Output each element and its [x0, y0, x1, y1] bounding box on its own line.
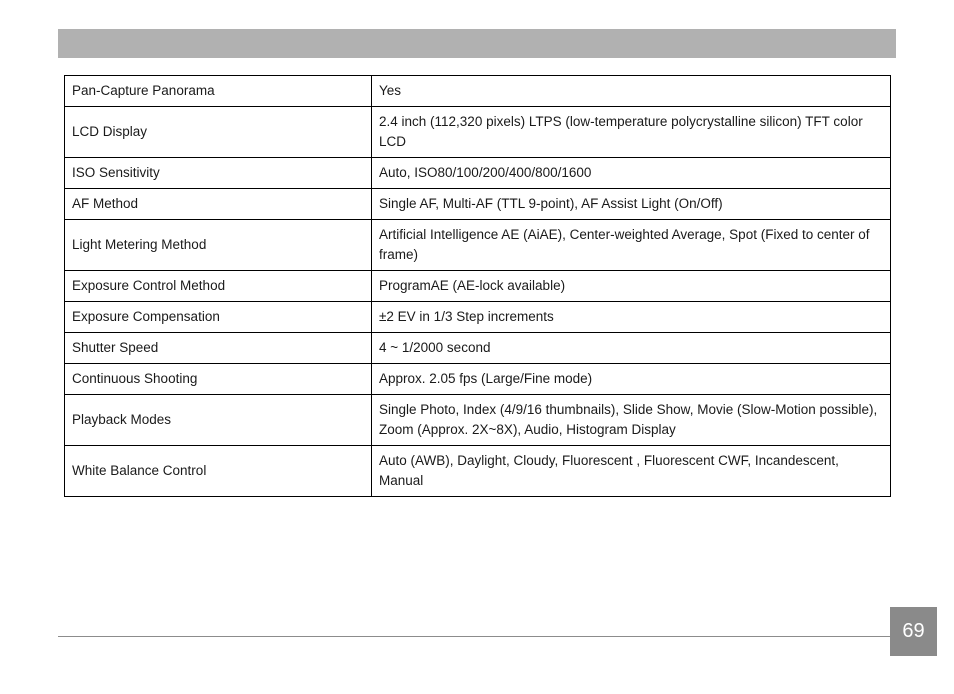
spec-label: Exposure Control Method	[65, 271, 372, 302]
footer-divider	[58, 636, 890, 637]
spec-value: Approx. 2.05 fps (Large/Fine mode)	[372, 364, 891, 395]
spec-label: AF Method	[65, 189, 372, 220]
spec-label: Shutter Speed	[65, 333, 372, 364]
spec-label: Playback Modes	[65, 395, 372, 446]
spec-value: ProgramAE (AE-lock available)	[372, 271, 891, 302]
spec-value: 4 ~ 1/2000 second	[372, 333, 891, 364]
spec-label: Exposure Compensation	[65, 302, 372, 333]
table-row	[65, 395, 891, 446]
spec-label: ISO Sensitivity	[65, 158, 372, 189]
table-row	[65, 271, 891, 302]
spec-value: Single AF, Multi-AF (TTL 9-point), AF Assist Light (On/Off)	[372, 189, 891, 220]
table-row	[65, 107, 891, 158]
table-row	[65, 189, 891, 220]
spec-value: Artificial Intelligence AE (AiAE), Center-weighted Average, Spot (Fixed to center of frame)	[372, 220, 891, 271]
spec-value: Auto, ISO80/100/200/400/800/1600	[372, 158, 891, 189]
table-row	[65, 302, 891, 333]
spec-label: Light Metering Method	[65, 220, 372, 271]
spec-value: ±2 EV in 1/3 Step increments	[372, 302, 891, 333]
page-number: 69	[890, 607, 937, 656]
table-row	[65, 446, 891, 497]
spec-value: Auto (AWB), Daylight, Cloudy, Fluorescent , Fluorescent CWF, Incandescent, Manual	[372, 446, 891, 497]
spec-value: Single Photo, Index (4/9/16 thumbnails), Slide Show, Movie (Slow-Motion possible), Zoom (Approx. 2X~8X), Audio, Histogram Display	[372, 395, 891, 446]
table-row	[65, 158, 891, 189]
spec-label: White Balance Control	[65, 446, 372, 497]
table-row	[65, 220, 891, 271]
spec-label: Pan-Capture Panorama	[65, 76, 372, 107]
table-row	[65, 333, 891, 364]
spec-value: 2.4 inch (112,320 pixels) LTPS (low-temperature polycrystalline silicon) TFT color LCD	[372, 107, 891, 158]
spec-label: LCD Display	[65, 107, 372, 158]
spec-table	[64, 75, 891, 497]
spec-value: Yes	[372, 76, 891, 107]
spec-label: Continuous Shooting	[65, 364, 372, 395]
header-bar	[58, 29, 896, 58]
table-row	[65, 364, 891, 395]
table-row	[65, 76, 891, 107]
